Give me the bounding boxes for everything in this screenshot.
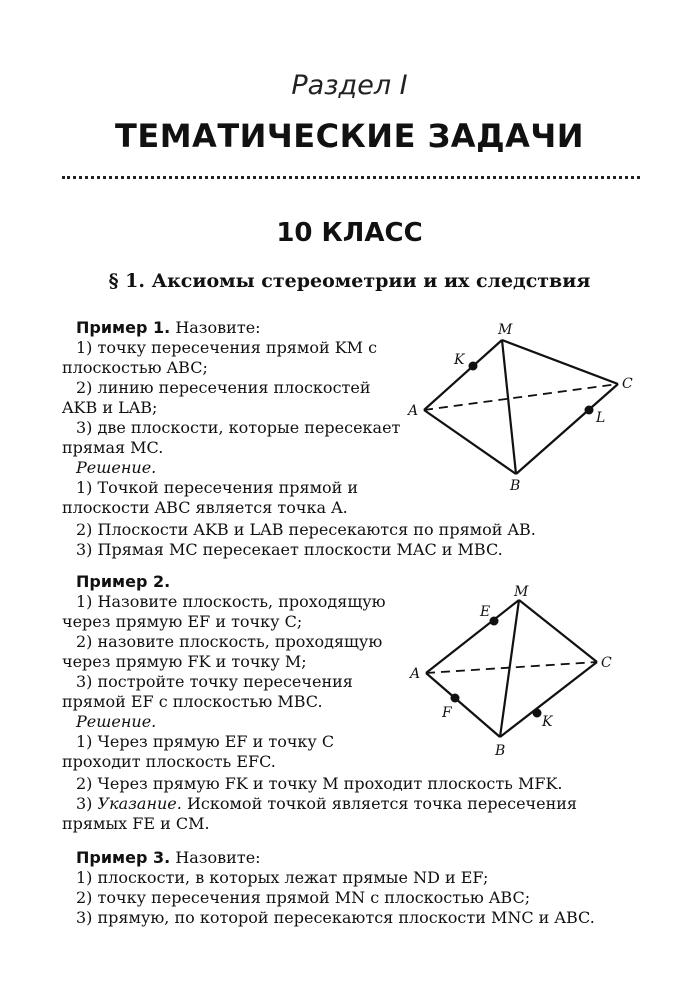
edge-ac-hidden [426,662,597,673]
label-f: F [442,705,452,721]
label-c: C [622,376,633,392]
example-1-q1: 1) точку пересечения прямой KM с плоскостью ABC; [62,338,378,377]
edge-mc [519,600,597,662]
example-1-a1: 1) Точкой пересечения прямой и плоскости ABC является точка A. [62,478,359,517]
label-m: M [514,584,529,600]
label-b: B [510,478,521,494]
example-3-q3: 3) прямую, по которой пересекаются плоскости MNC и ABC. [76,908,595,927]
example-3-title: Пример 3. [76,848,171,867]
example-1-q3: 3) две плоскости, которые пересекает прямая MC. [62,418,401,457]
example-2-answers [62,774,642,834]
example-2-a3-text: Искомой точкой является точка пересечения прямых FE и CM. [62,794,578,833]
example-2-questions [62,572,402,772]
example-2-a3-prefix: 3) [76,794,93,813]
figure-1-pyramid [400,318,650,498]
figure-2-pyramid [400,578,650,763]
example-1-questions [62,318,402,518]
example-2-a2: 2) Через прямую FK и точку M проходит плоскость MFK. [76,774,563,793]
example-2-solution-label: Решение. [76,712,157,731]
example-3 [62,848,642,928]
edge-bc [516,384,618,474]
edge-am [426,600,519,673]
example-2-title: Пример 2. [76,572,171,591]
example-3-q2: 2) точку пересечения прямой MN с плоскостью ABC; [76,888,531,907]
label-b: B [495,743,506,759]
point-k [469,362,478,371]
example-2-q2: 2) назовите плоскость, проходящую через прямую FK и точку M; [62,632,383,671]
example-2-a1: 1) Через прямую EF и точку C проходит плоскость EFC. [62,732,335,771]
page-title: ТЕМАТИЧЕСКИЕ ЗАДАЧИ [115,117,584,155]
example-1-title: Пример 1. [76,318,171,337]
label-a: A [408,403,419,419]
example-1-q2: 2) линию пересечения плоскостей AKB и LAB; [62,378,371,417]
example-2-q3: 3) постройте точку пересечения прямой EF с плоскостью MBC. [62,672,353,711]
point-f [451,694,460,703]
label-k: K [454,352,465,368]
example-2-a3-label: Указание. [97,794,182,813]
point-e [490,617,499,626]
edge-ab [424,410,516,474]
label-k: K [542,714,553,730]
example-3-q1: 1) плоскости, в которых лежат прямые ND и EF; [76,868,489,887]
label-m: M [498,322,513,338]
example-1-solution-label: Решение. [76,458,157,477]
label-a: A [410,666,421,682]
example-1-a3: 3) Прямая MC пересекает плоскости MAC и MBC. [76,540,503,559]
part-label: Раздел I [291,70,408,101]
edge-ab [426,673,500,737]
edge-mc [502,340,618,384]
example-2-q1: 1) Назовите плоскость, проходящую через прямую EF и точку C; [62,592,386,631]
section-heading: § 1. Аксиомы стереометрии и их следствия [108,270,591,292]
dotted-divider [62,176,640,179]
example-1-intro: Назовите: [175,318,261,337]
example-1-answers [62,520,642,560]
edge-am [424,340,502,410]
edge-mb [502,340,516,474]
grade-heading: 10 КЛАСС [276,218,423,248]
example-3-intro: Назовите: [175,848,261,867]
label-e: E [480,604,491,620]
point-k [533,709,542,718]
label-l: L [596,410,606,426]
label-c: C [601,655,612,671]
point-l [585,406,594,415]
example-1-a2: 2) Плоскости AKB и LAB пересекаются по прямой AB. [76,520,536,539]
